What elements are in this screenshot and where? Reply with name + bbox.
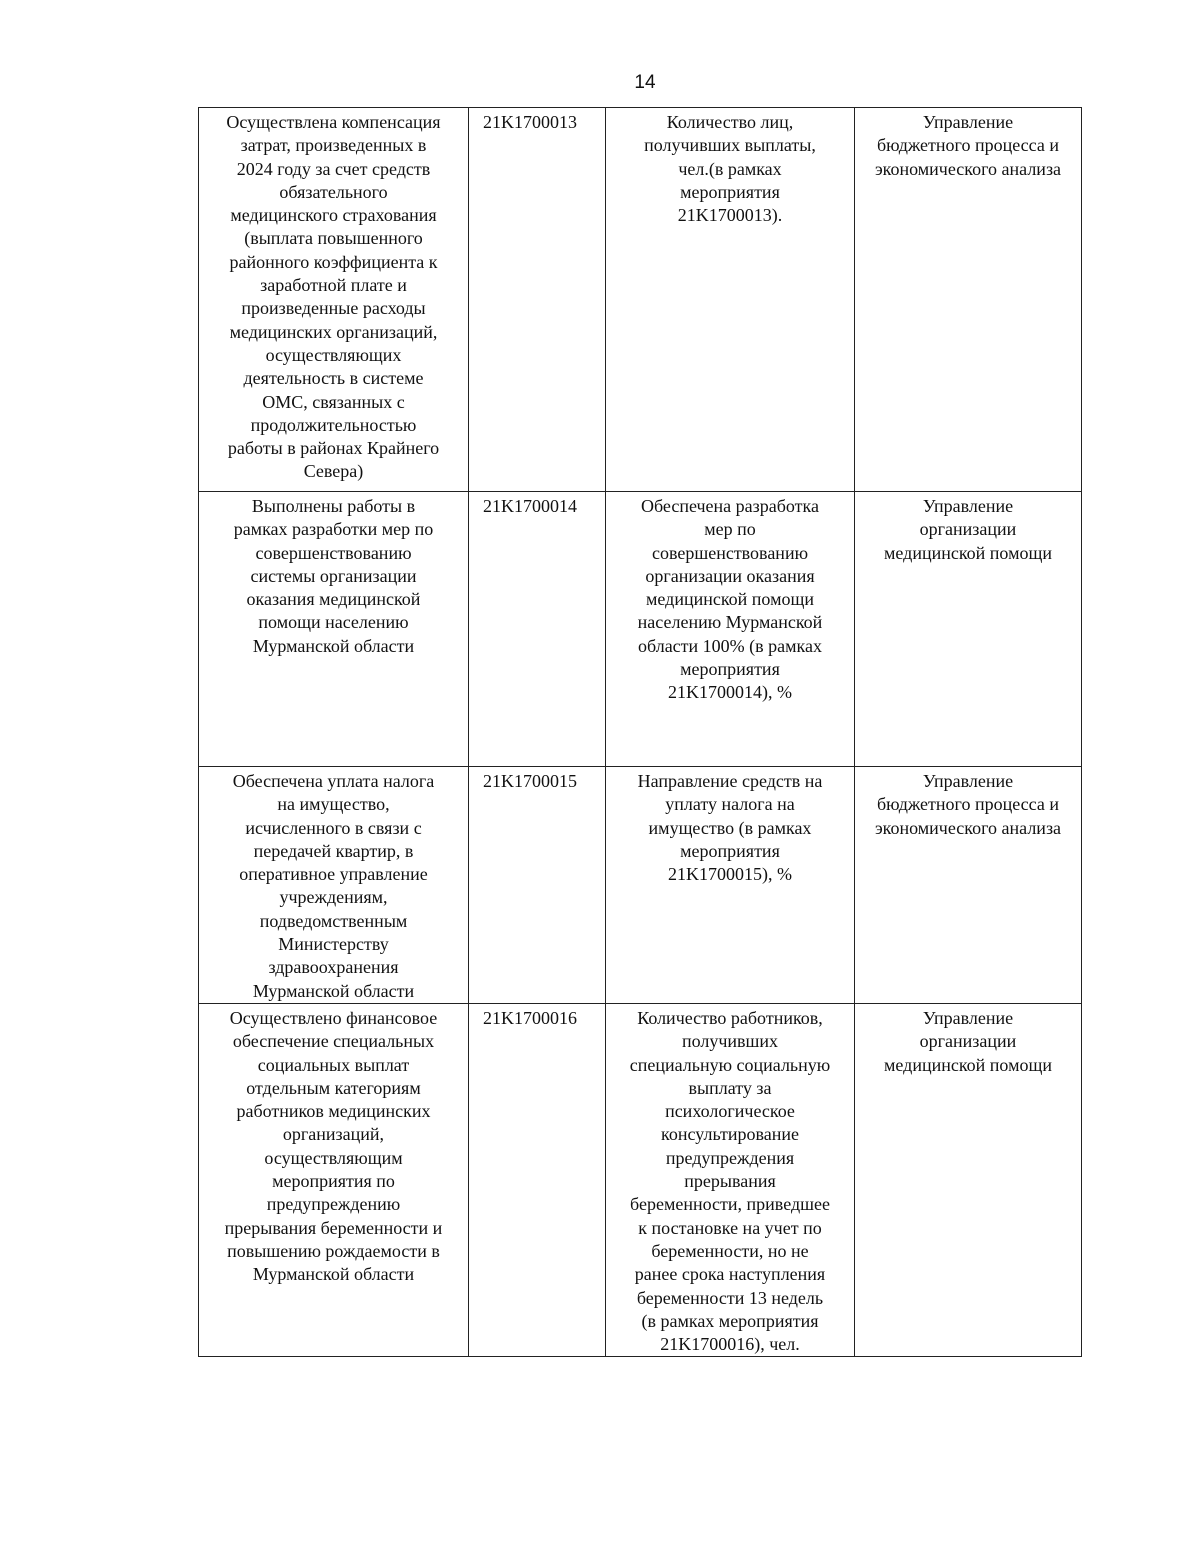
department-cell: Управление организации медицинской помощи (855, 1003, 1082, 1356)
indicator-cell: Направление средств на уплату налога на имущество (в рамках мероприятия 21K1700015), % (606, 767, 855, 1004)
result-cell: Обеспечена уплата налога на имущество, исчисленного в связи с передачей квартир, в оперативное управление учреждениям, подведомственным Министерству здравоохранения Мурманской области (199, 767, 469, 1004)
table-row (199, 767, 1082, 1004)
result-cell: Выполнены работы в рамках разработки мер по совершенствованию системы организации оказания медицинской помощи населению Мурманской области (199, 492, 469, 767)
indicator-cell: Количество работников, получивших специальную социальную выплату за психологическое консультирование предупреждения прерывания беременности, приведшее к постановке на учет по беременности, но не ранее срока наступления беременности 13 недель (в рамках мероприятия 21K1700016), чел. (606, 1003, 855, 1356)
table-row (199, 108, 1082, 492)
department-cell: Управление бюджетного процесса и экономического анализа (855, 108, 1082, 492)
indicator-cell: Количество лиц, получивших выплаты, чел.(в рамках мероприятия 21K1700013). (606, 108, 855, 492)
code-cell: 21K1700015 (469, 767, 606, 1004)
page-number: 14 (634, 72, 656, 93)
result-cell: Осуществлено финансовое обеспечение специальных социальных выплат отдельным категориям работников медицинских организаций, осуществляющим мероприятия по предупреждению прерывания беременности и повышению рождаемости в Мурманской области (199, 1003, 469, 1356)
table-row (199, 492, 1082, 767)
department-cell: Управление организации медицинской помощи (855, 492, 1082, 767)
department-cell: Управление бюджетного процесса и экономического анализа (855, 767, 1082, 1004)
code-cell: 21K1700014 (469, 492, 606, 767)
code-cell: 21K1700013 (469, 108, 606, 492)
activities-table (198, 107, 1082, 1357)
result-cell: Осуществлена компенсация затрат, произведенных в 2024 году за счет средств обязательного медицинского страхования (выплата повышенного районного коэффициента к заработной плате и произведенные расходы медицинских организаций, осуществляющих деятельность в системе ОМС, связанных с продолжительностью работы в районах Крайнего Севера) (199, 108, 469, 492)
code-cell: 21K1700016 (469, 1003, 606, 1356)
indicator-cell: Обеспечена разработка мер по совершенствованию организации оказания медицинской помощи населению Мурманской области 100% (в рамках мероприятия 21K1700014), % (606, 492, 855, 767)
table-row (199, 1003, 1082, 1356)
